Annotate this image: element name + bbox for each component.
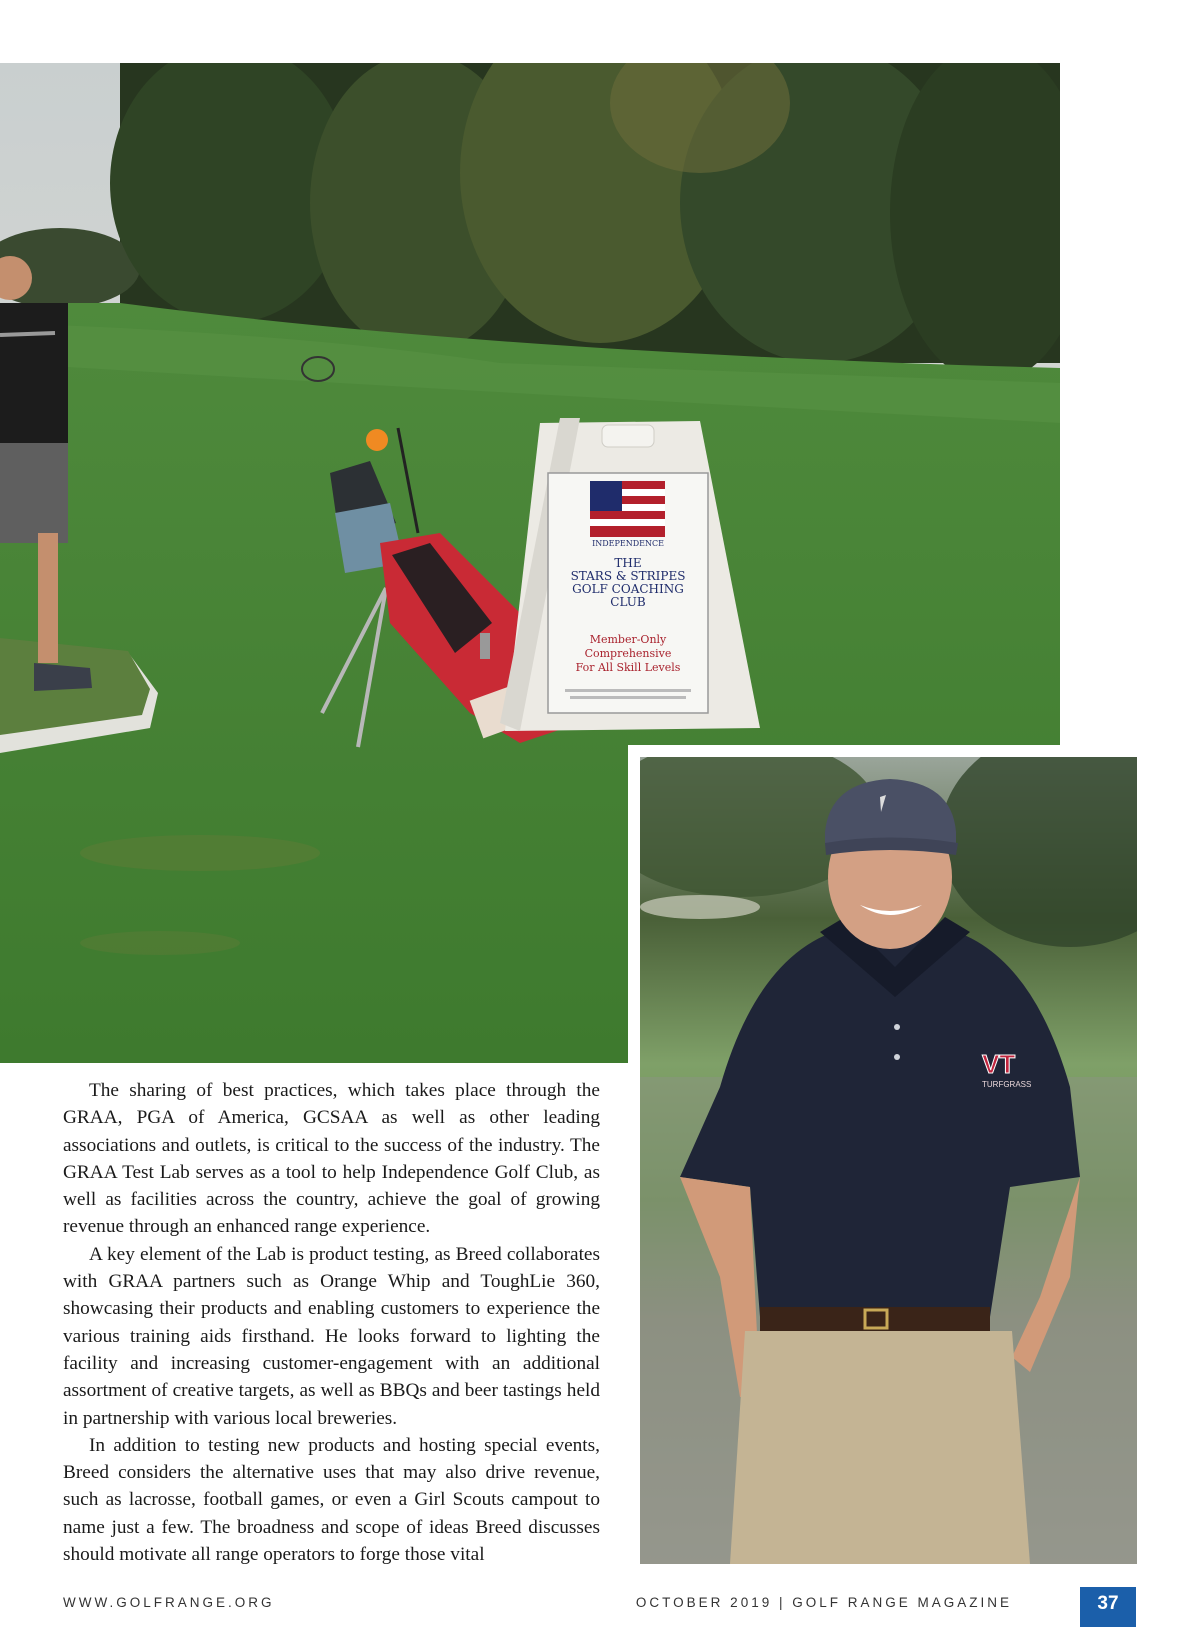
article-paragraph-3: In addition to testing new products and hosting special events, Breed considers the alternative uses that may also drive revenue, such as lacrosse, football games, or even a Girl Scouts campout to name just a few. The broadness and scope of ideas Breed discusses should motivate all range operators to forge those vital (63, 1434, 600, 1566)
article-paragraph-2: A key element of the Lab is product testing, as Breed collaborates with GRAA partners such as Orange Whip and ToughLie 360, showcasing their products and enabling customers to experience the various training aids firsthand. He looks forward to lighting the facility and increasing customer-engagement with an additional assortment of creative targets, as well as BBQs and beer tastings held in partnership with various local breweries. (63, 1243, 600, 1429)
page-number: 37 (1080, 1587, 1136, 1627)
sign-line2: STARS & STRIPES (570, 569, 686, 583)
footer-issue: OCTOBER 2019 | GOLF RANGE MAGAZINE (635, 1595, 1012, 1610)
shirt-logo: VT (982, 1049, 1016, 1079)
sign-tag3: For All Skill Levels (575, 661, 681, 674)
sign-small-label: INDEPENDENCE (592, 539, 664, 548)
sign-line1: THE (614, 556, 642, 570)
footer-website: WWW.GOLFRANGE.ORG (63, 1595, 275, 1610)
sign-line4: CLUB (610, 595, 646, 609)
sign-line3: GOLF COACHING (572, 582, 684, 596)
sign-tag1: Member-Only (589, 633, 667, 646)
article-body (63, 1077, 600, 1568)
portrait-photo (640, 757, 1137, 1564)
article-paragraph-1: The sharing of best practices, which takes place through the GRAA, PGA of America, GCSAA as well as other leading associations and outlets, is critical to the success of the industry. The GRAA Test Lab serves as a tool to help Independence Golf Club, as well as facilities across the country, achieve the goal of growing revenue through an enhanced range experience. (63, 1080, 600, 1238)
shirt-logo-subtext: TURFGRASS (982, 1080, 1032, 1089)
sign-tag2: Comprehensive (584, 647, 672, 660)
